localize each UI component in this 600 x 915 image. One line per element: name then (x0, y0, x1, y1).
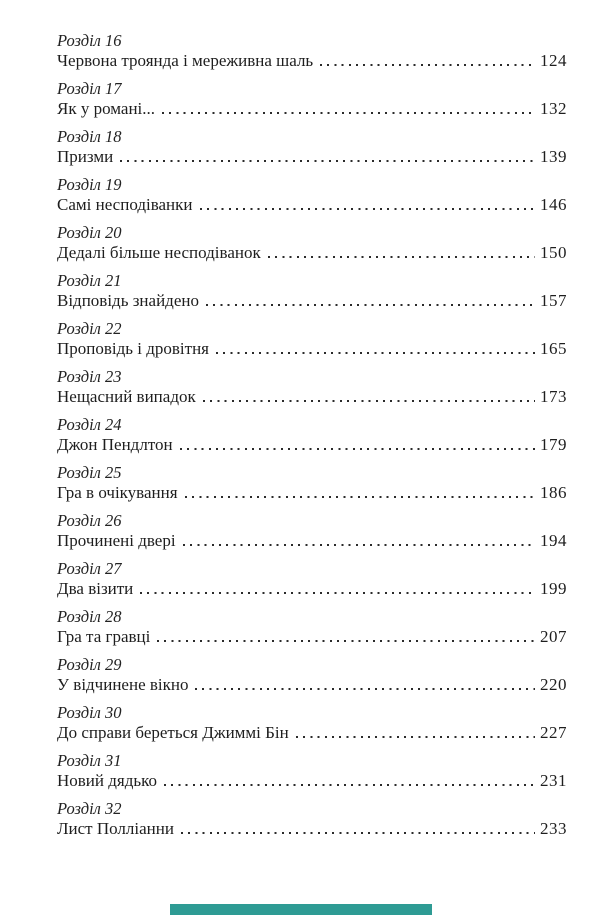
chapter-title: Джон Пендлтон (57, 435, 173, 454)
chapter-title: До справи береться Джиммі Бін (57, 723, 289, 742)
chapter-title: Червона троянда і мереживна шаль (57, 51, 314, 70)
dot-leader (195, 688, 535, 690)
toc-entry (57, 751, 567, 791)
toc-line (57, 51, 567, 71)
toc-entry (57, 607, 567, 647)
toc-line (57, 723, 567, 743)
toc-line (57, 387, 567, 407)
toc-line (57, 99, 567, 119)
dot-leader (180, 448, 535, 450)
chapter-label: Розділ 28 (57, 607, 122, 626)
chapter-title: Лист Полліанни (57, 819, 174, 838)
chapter-label: Розділ 26 (57, 511, 122, 530)
chapter-title: Новий дядько (57, 771, 158, 790)
toc-line (57, 147, 567, 167)
chapter-label: Розділ 18 (57, 127, 122, 146)
dot-leader (185, 496, 535, 498)
chapter-page-number: 231 (540, 771, 567, 790)
chapter-title: Відповідь знайдено (57, 291, 199, 310)
chapter-label: Розділ 20 (57, 223, 122, 242)
dot-leader (140, 592, 535, 594)
chapter-page-number: 194 (540, 531, 567, 550)
chapter-label: Розділ 31 (57, 751, 122, 770)
dot-leader (200, 208, 535, 210)
chapter-title: У відчинене вікно (57, 675, 189, 694)
chapter-page-number: 173 (540, 387, 567, 406)
chapter-label: Розділ 25 (57, 463, 122, 482)
chapter-label: Розділ 23 (57, 367, 122, 386)
dot-leader (206, 304, 535, 306)
chapter-label: Розділ 21 (57, 271, 122, 290)
toc-line (57, 243, 567, 263)
toc-entry (57, 223, 567, 263)
toc-line (57, 771, 567, 791)
chapter-page-number: 132 (540, 99, 567, 118)
chapter-title: Нещасний випадок (57, 387, 196, 406)
chapter-title: Самі несподіванки (57, 195, 193, 214)
toc-entry (57, 703, 567, 743)
toc-line (57, 339, 567, 359)
toc-line (57, 291, 567, 311)
toc-entry (57, 127, 567, 167)
chapter-page-number: 207 (540, 627, 567, 646)
toc-entry (57, 367, 567, 407)
chapter-title: Гра в очікування (57, 483, 178, 502)
bottom-accent-bar (170, 904, 432, 915)
chapter-page-number: 199 (540, 579, 567, 598)
chapter-label: Розділ 17 (57, 79, 122, 98)
dot-leader (183, 544, 535, 546)
dot-leader (181, 832, 535, 834)
chapter-label: Розділ 19 (57, 175, 122, 194)
dot-leader (268, 256, 535, 258)
toc-entry (57, 175, 567, 215)
chapter-label: Розділ 32 (57, 799, 122, 818)
toc-line (57, 483, 567, 503)
chapter-title: Прочинені двері (57, 531, 176, 550)
chapter-title: Гра та гравці (57, 627, 151, 646)
toc-line (57, 435, 567, 455)
toc-line (57, 819, 567, 839)
toc-line (57, 627, 567, 647)
chapter-page-number: 179 (540, 435, 567, 454)
chapter-page-number: 220 (540, 675, 567, 694)
chapter-label: Розділ 29 (57, 655, 122, 674)
chapter-title: Призми (57, 147, 114, 166)
chapter-page-number: 146 (540, 195, 567, 214)
chapter-page-number: 157 (540, 291, 567, 310)
chapter-page-number: 233 (540, 819, 567, 838)
toc-entry (57, 415, 567, 455)
chapter-page-number: 165 (540, 339, 567, 358)
chapter-label: Розділ 30 (57, 703, 122, 722)
chapter-title: Проповідь і дровітня (57, 339, 209, 358)
chapter-title: Як у романі... (57, 99, 156, 118)
dot-leader (157, 640, 535, 642)
toc-line (57, 531, 567, 551)
dot-leader (216, 352, 535, 354)
chapter-page-number: 186 (540, 483, 567, 502)
toc-entry (57, 559, 567, 599)
dot-leader (164, 784, 535, 786)
toc-entry (57, 799, 567, 839)
dot-leader (203, 400, 535, 402)
toc-entry (57, 271, 567, 311)
dot-leader (320, 64, 535, 66)
chapter-page-number: 139 (540, 147, 567, 166)
toc-entry (57, 31, 567, 71)
chapter-label: Розділ 22 (57, 319, 122, 338)
dot-leader (120, 160, 535, 162)
chapter-label: Розділ 24 (57, 415, 122, 434)
chapter-label: Розділ 27 (57, 559, 122, 578)
toc-entry (57, 319, 567, 359)
toc-entry (57, 511, 567, 551)
chapter-page-number: 150 (540, 243, 567, 262)
chapter-title: Дедалі більше несподіванок (57, 243, 261, 262)
chapter-page-number: 124 (540, 51, 567, 70)
toc-entry (57, 655, 567, 695)
chapter-title: Два візити (57, 579, 134, 598)
toc-line (57, 675, 567, 695)
toc-entry (57, 79, 567, 119)
dot-leader (296, 736, 535, 738)
toc-entry (57, 463, 567, 503)
chapter-page-number: 227 (540, 723, 567, 742)
toc-line (57, 579, 567, 599)
dot-leader (162, 112, 535, 114)
chapter-label: Розділ 16 (57, 31, 122, 50)
toc-line (57, 195, 567, 215)
